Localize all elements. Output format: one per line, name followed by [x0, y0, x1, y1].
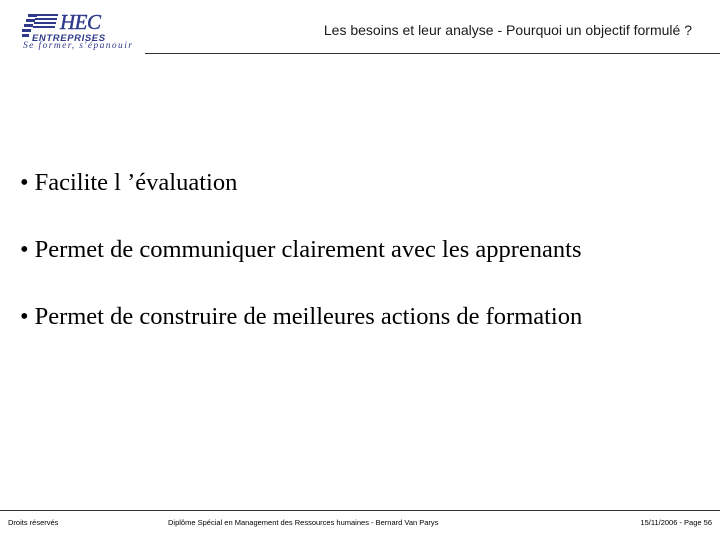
bullet-marker: • [20, 303, 29, 330]
page-title: Les besoins et leur analyse - Pourquoi un objectif formulé ? [323, 22, 692, 38]
bullet-marker: • [20, 169, 29, 196]
bullet-text: Permet de construire de meilleures actions de formation [34, 303, 583, 330]
logo-brand-text: HEC [60, 12, 101, 34]
hec-logo-mark-icon [22, 12, 134, 44]
bullet-item [20, 299, 582, 335]
bullet-text: Facilite l ’évaluation [34, 169, 238, 196]
footer-rights: Droits réservés [8, 518, 59, 527]
header-divider [145, 53, 720, 54]
footer-date-page: 15/11/2006 - Page 56 [640, 518, 712, 527]
bullet-text: Permet de communiquer clairement avec les apprenants [34, 236, 582, 263]
logo-sub-text: ENTREPRISES [32, 33, 106, 44]
bullet-list [20, 165, 582, 366]
bullet-marker: • [20, 236, 29, 263]
bullet-item [20, 165, 582, 201]
bullet-item [20, 232, 582, 268]
footer-divider [0, 510, 720, 511]
logo-tagline: Se former, s'épanouir [23, 41, 134, 51]
footer-course: Diplôme Spécial en Management des Ressources humaines - Bernard Van Parys [168, 518, 439, 527]
